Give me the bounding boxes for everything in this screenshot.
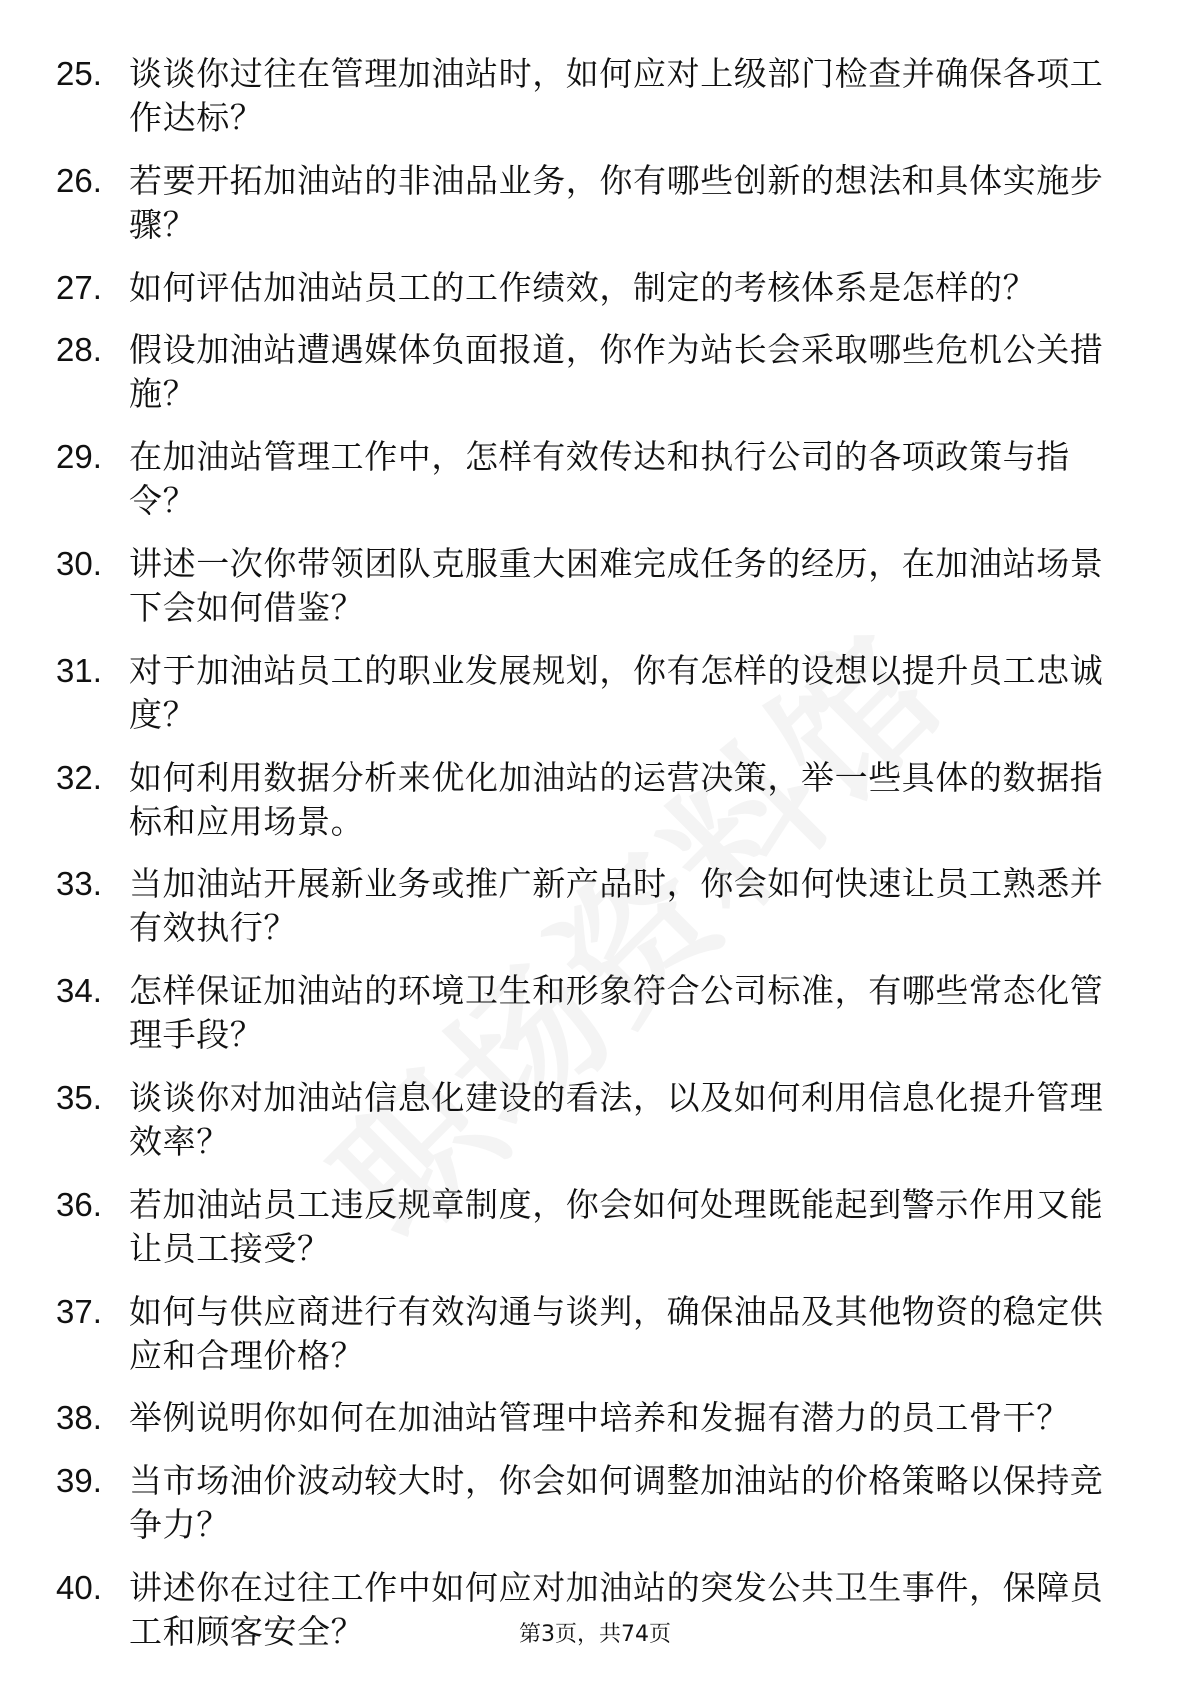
question-number: 27. — [56, 268, 102, 306]
question-item — [56, 328, 1106, 416]
question-number: 29. — [56, 438, 102, 476]
question-item — [56, 862, 1106, 950]
question-text: 讲述你在过往工作中如何应对加油站的突发公共卫生事件，保障员工和顾客安全？ — [129, 1567, 1104, 1651]
question-text: 讲述一次你带领团队克服重大困难完成任务的经历，在加油站场景下会如何借鉴？ — [129, 543, 1104, 627]
page-footer — [0, 1620, 1190, 1650]
question-number: 39. — [56, 1462, 102, 1500]
question-text: 怎样保证加油站的环境卫生和形象符合公司标准，有哪些常态化管理手段？ — [129, 971, 1104, 1055]
question-text: 当加油站开展新业务或推广新产品时，你会如何快速让员工熟悉并有效执行？ — [129, 864, 1104, 948]
question-text: 假设加油站遭遇媒体负面报道，你作为站长会采取哪些危机公关措施？ — [129, 330, 1104, 414]
question-number: 34. — [56, 972, 102, 1010]
question-text: 如何与供应商进行有效沟通与谈判，确保油品及其他物资的稳定供应和合理价格？ — [129, 1291, 1104, 1375]
question-item — [56, 1396, 1106, 1440]
question-item — [56, 52, 1106, 140]
question-text: 如何利用数据分析来优化加油站的运营决策，举一些具体的数据指标和应用场景。 — [129, 757, 1104, 841]
question-text: 若加油站员工违反规章制度，你会如何处理既能起到警示作用又能让员工接受？ — [129, 1184, 1104, 1268]
question-text: 举例说明你如何在加油站管理中培养和发掘有潜力的员工骨干？ — [129, 1398, 1070, 1438]
question-number: 36. — [56, 1185, 102, 1223]
question-item — [56, 542, 1106, 630]
question-number: 28. — [56, 331, 102, 369]
question-text: 当市场油价波动较大时，你会如何调整加油站的价格策略以保持竞争力？ — [129, 1461, 1104, 1545]
question-text: 谈谈你对加油站信息化建设的看法，以及如何利用信息化提升管理效率？ — [129, 1077, 1104, 1161]
question-item — [56, 969, 1106, 1057]
question-item — [56, 435, 1106, 523]
question-text: 谈谈你过往在管理加油站时，如何应对上级部门检查并确保各项工作达标？ — [129, 54, 1104, 137]
page-number-label: 第3页，共74页 — [519, 1622, 671, 1647]
question-number: 38. — [56, 1399, 102, 1437]
question-number: 26. — [56, 161, 102, 199]
question-number: 31. — [56, 651, 102, 689]
question-text: 在加油站管理工作中，怎样有效传达和执行公司的各项政策与指令？ — [129, 437, 1070, 521]
question-item — [56, 1076, 1106, 1164]
question-text: 若要开拓加油站的非油品业务，你有哪些创新的想法和具体实施步骤？ — [129, 160, 1104, 244]
question-item — [56, 756, 1106, 844]
question-item — [56, 266, 1106, 310]
question-text: 如何评估加油站员工的工作绩效，制定的考核体系是怎样的？ — [129, 267, 1037, 307]
question-number: 40. — [56, 1568, 102, 1606]
question-item — [56, 649, 1106, 737]
question-number: 33. — [56, 865, 102, 903]
question-list — [56, 52, 1106, 1673]
question-number: 30. — [56, 544, 102, 582]
question-item — [56, 1459, 1106, 1547]
question-item — [56, 1183, 1106, 1271]
question-number: 25. — [56, 55, 102, 92]
question-number: 32. — [56, 758, 102, 796]
question-number: 37. — [56, 1292, 102, 1330]
question-text: 对于加油站员工的职业发展规划，你有怎样的设想以提升员工忠诚度？ — [129, 650, 1104, 734]
question-item — [56, 159, 1106, 247]
question-number: 35. — [56, 1078, 102, 1116]
question-item — [56, 1290, 1106, 1378]
